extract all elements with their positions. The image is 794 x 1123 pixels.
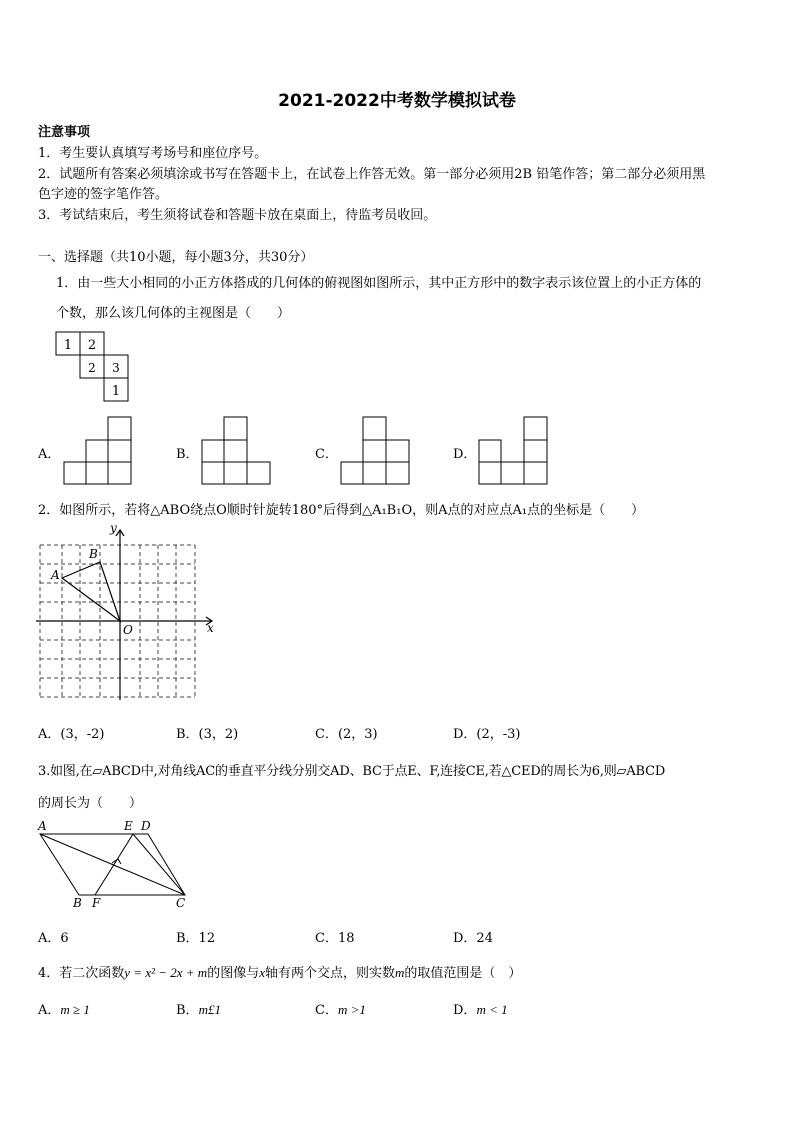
q4-option-a-label: A． <box>38 1003 61 1018</box>
q4-option-d-label: D． <box>453 1003 477 1018</box>
q3-f-label: F <box>92 896 101 910</box>
q2-o-label: O <box>123 623 133 637</box>
notice-item-2-cont: 色字迹的签字笔作答。 <box>38 187 169 202</box>
q2-option-c[interactable]: C．(2，3) <box>315 727 378 742</box>
q1-text-line2: 个数，那么该几何体的主视图是（ ） <box>56 306 291 321</box>
q2-coordinate-figure <box>36 521 214 700</box>
q1-option-a[interactable]: A． <box>38 447 61 462</box>
q1-text-line1: 1．由一些大小相同的小正方体搭成的几何体的俯视图如图所示，其中正方形中的数字表示该位置上的小正方体的 <box>56 276 702 291</box>
q4-option-a-value: m ≥ 1 <box>60 1002 90 1017</box>
q2-b-label: B <box>89 547 98 561</box>
page-title: 2021-2022中考数学模拟试卷 <box>278 91 516 111</box>
section-heading: 一、选择题（共10小题，每小题3分，共30分） <box>38 250 314 265</box>
q3-option-a[interactable]: A．6 <box>38 931 69 946</box>
q3-b-label: B <box>73 896 82 910</box>
q2-a-label: A <box>51 568 60 582</box>
grid-cell-0-1: 2 <box>87 338 97 353</box>
q4-option-b-label: B． <box>176 1003 199 1018</box>
q4-function: y = x² − 2x + m <box>124 965 208 980</box>
q4-option-b[interactable] <box>176 999 221 1018</box>
q1-option-c-figure <box>341 417 409 484</box>
q4-option-c[interactable] <box>315 999 366 1018</box>
grid-cell-0-0: 1 <box>63 338 73 353</box>
q3-option-d[interactable]: D．24 <box>453 931 493 946</box>
q1-option-d[interactable]: D． <box>453 447 477 462</box>
q2-y-label: y <box>110 521 117 535</box>
q2-option-d[interactable]: D．(2，-3) <box>453 727 521 742</box>
q3-option-c[interactable]: C．18 <box>315 931 355 946</box>
q4-m-var: m <box>395 965 405 980</box>
q1-option-d-figure <box>479 417 547 484</box>
grid-cell-1-0: 2 <box>88 361 96 375</box>
q4-mid2: 轴有两个交点，则实数 <box>265 966 396 981</box>
q4-text <box>38 962 521 981</box>
q4-option-c-label: C． <box>315 1003 338 1018</box>
q4-x-var: x <box>259 965 265 980</box>
q4-option-d-value: m < 1 <box>476 1002 508 1017</box>
q4-prefix: 4．若二次函数 <box>38 966 125 981</box>
q3-parallelogram-figure <box>37 819 185 910</box>
q2-text: 2．如图所示，若将△ABO绕点O顺时针旋转180°后得到△A₁B₁O，则A点的对应点A₁点的坐标是（ ） <box>38 503 645 518</box>
q1-option-b[interactable]: B． <box>176 447 199 462</box>
q3-c-label: C <box>176 896 186 910</box>
notice-heading: 注意事项 <box>38 125 91 140</box>
q2-option-b[interactable]: B．(3，2) <box>176 727 239 742</box>
notice-item-1: 1．考生要认真填写考场号和座位序号。 <box>38 146 268 161</box>
q4-option-d[interactable] <box>453 999 508 1018</box>
q4-option-c-value: m >1 <box>337 1002 366 1017</box>
q2-option-a[interactable]: A．(3，-2) <box>38 727 105 742</box>
q3-d-label: D <box>141 819 151 833</box>
q4-option-b-value: m£1 <box>198 1002 221 1017</box>
q1-option-c[interactable]: C． <box>315 447 338 462</box>
q4-option-a[interactable] <box>38 999 90 1018</box>
q4-mid: 的图像与 <box>207 966 260 981</box>
q3-text-line1: 3.如图,在▱ABCD中,对角线AC的垂直平分线分别交AD、BC于点E、F,连接CE,若△CED的周长为6,则▱ABCD <box>38 764 666 779</box>
q1-option-b-figure <box>202 417 270 484</box>
q3-text-line2: 的周长为（ ） <box>38 796 143 811</box>
q1-option-a-figure <box>64 417 131 484</box>
q2-x-label: x <box>207 621 214 635</box>
notice-item-2: 2．试题所有答案必须填涂或书写在答题卡上，在试卷上作答无效。第一部分必须用2B 铅笔作答；第二部分必须用黑 <box>38 167 706 182</box>
q4-suffix: 的取值范围是（ ） <box>404 966 522 981</box>
grid-cell-1-1: 3 <box>112 361 120 375</box>
notice-item-3: 3．考试结束后，考生须将试卷和答题卡放在桌面上，待监考员收回。 <box>38 208 437 223</box>
q3-option-b[interactable]: B．12 <box>176 931 216 946</box>
q3-e-label: E <box>124 819 133 833</box>
grid-cell-2-0: 1 <box>111 384 121 399</box>
q3-a-label: A <box>38 819 47 833</box>
